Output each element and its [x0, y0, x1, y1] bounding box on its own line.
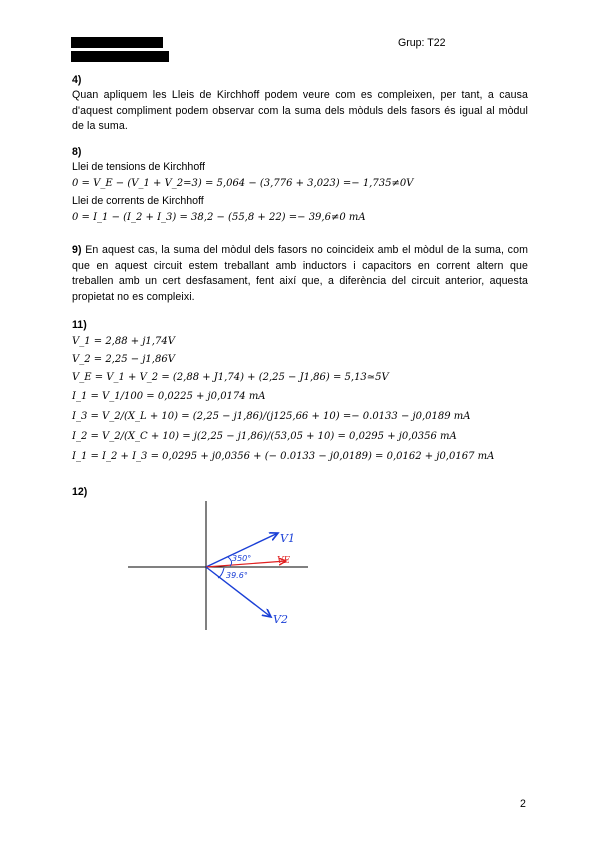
q8-current-equation: [72, 211, 366, 225]
q9-paragraph: [72, 243, 528, 305]
q8-voltage-equation-text: 0 = V_E − (V_1 + V_2=3) = 5,064 − (3,776 + 3,023) =− 1,735≠0V: [72, 178, 414, 189]
q9-text: En aquest cas, la suma del mòdul dels fasors no coincideix amb el mòdul de la suma, com que en aquest circuit estem treballant amb inductors i capacitors en corrent altern que treballen amb un cert desfasament, fent així que, a diferència del circuit anterior, aquesta propietat no es compleixi.: [72, 244, 528, 303]
redacted-name-block-2: [71, 51, 169, 62]
q8-current-title: Llei de corrents de Kirchhoff: [72, 195, 204, 207]
angle2-label: 39.6°: [226, 571, 248, 580]
q4-number: 4): [72, 74, 82, 86]
ve-label: VE: [277, 556, 291, 566]
q8-voltage-equation: [72, 177, 413, 191]
q11-eq5: I_3 = V_2/(X_L + 10) = (2,25 − j1,86)/(j125,66 + 10) =− 0.0133 − j0,0189 mA: [72, 411, 471, 422]
q11-eq3: V_E = V_1 + V_2 = (2,88 + J1,74) + (2,25 − J1,86) = 5,13≃5V: [72, 372, 389, 383]
q12-number: 12): [72, 486, 88, 498]
group-label: Grup: T22: [398, 37, 446, 49]
q11-eq7: I_1 = I_2 + I_3 = 0,0295 + j0,0356 + (− 0.0133 − j0,0189) = 0,0162 + j0,0167 mA: [72, 451, 495, 462]
q4-text: Quan apliquem les Lleis de Kirchhoff podem veure com es compleixen, per tant, a causa d'aquest compliment podem observar com la suma dels mòduls dels fasors és igual al mòdul de la suma.: [72, 89, 528, 132]
v2-label: V2: [273, 613, 288, 626]
q11-eq6: I_2 = V_2/(X_C + 10) = j(2,25 − j1,86)/(53,05 + 10) = 0,0295 + j0,0356 mA: [72, 431, 457, 442]
q11-eq4: I_1 = V_1/100 = 0,0225 + j0,0174 mA: [72, 391, 266, 402]
v1-label: V1: [280, 532, 295, 545]
angle1-label: 350°: [232, 554, 252, 563]
q8-voltage-title: Llei de tensions de Kirchhoff: [72, 161, 205, 173]
phasor-diagram: [120, 498, 320, 638]
q11-eq2: V_2 = 2,25 − j1,86V: [72, 354, 175, 365]
q11-number: 11): [72, 319, 87, 331]
q9-number: 9): [72, 244, 82, 256]
redacted-name-block-1: [71, 37, 163, 48]
page-number: 2: [520, 798, 526, 810]
q8-number: 8): [72, 146, 82, 158]
q8-current-equation-text: 0 = I_1 − (I_2 + I_3) = 38,2 − (55,8 + 22) =− 39,6≠0 mA: [72, 212, 366, 223]
q11-eq1: V_1 = 2,88 + j1,74V: [72, 336, 175, 347]
